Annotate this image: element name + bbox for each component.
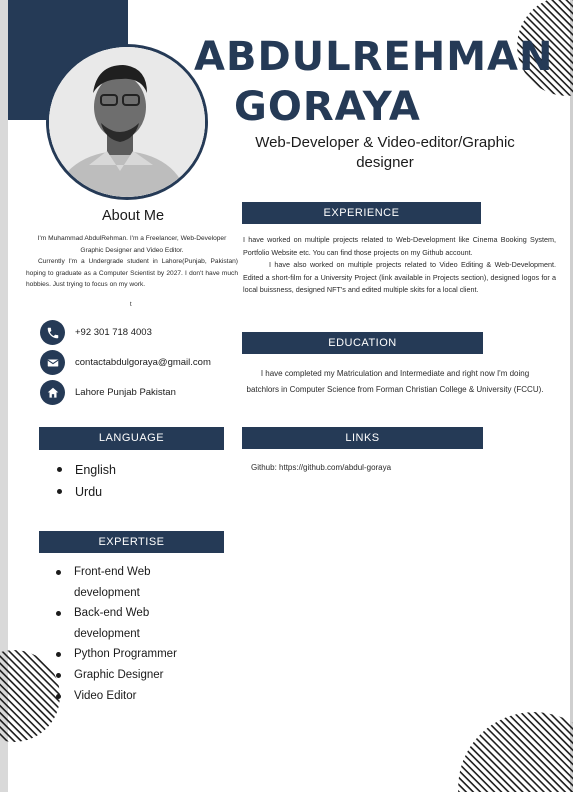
home-icon	[40, 380, 65, 405]
about-line-2: Currently I'm a Undergrade student in Lahore(Punjab, Pakistan) hoping to graduate as a Computer Scientist by 2027. I don't have much hobbies. Just trying to focus on my work.	[26, 258, 238, 289]
expertise-item: Back-end Web development	[54, 603, 178, 644]
expertise-item: Video Editor	[54, 686, 224, 707]
stripe-circle-bottom-right	[456, 710, 573, 792]
language-item: Urdu	[55, 481, 116, 503]
education-heading: EDUCATION	[242, 332, 483, 354]
contact-email[interactable]: contactabdulgoraya@gmail.com	[75, 357, 211, 368]
experience-heading: EXPERIENCE	[242, 202, 481, 224]
about-text	[26, 233, 238, 291]
contact-location-row	[40, 380, 176, 405]
expertise-item: Python Programmer	[54, 644, 224, 665]
name-first: ABDULREHMAN	[194, 34, 554, 80]
stripe-circle-bottom-left	[0, 648, 62, 748]
contact-email-row	[40, 350, 211, 375]
name-last: GORAYA	[234, 84, 421, 130]
expertise-list	[54, 562, 224, 706]
language-list	[55, 459, 116, 503]
about-heading: About Me	[101, 208, 165, 224]
github-link[interactable]: Github: https://github.com/abdul-goraya	[251, 463, 392, 472]
contact-phone-row	[40, 320, 152, 345]
experience-text	[243, 234, 556, 297]
job-title: Web-Developer & Video-editor/Graphic designer	[255, 134, 515, 171]
about-line-1: I'm Muhammad AbdulRehman. I'm a Freelancer, Web-Developer Graphic Designer and Video Editor.	[37, 235, 227, 254]
language-heading: LANGUAGE	[39, 427, 224, 450]
email-icon	[40, 350, 65, 375]
expertise-heading: EXPERTISE	[39, 531, 224, 553]
phone-icon	[40, 320, 65, 345]
links-heading: LINKS	[242, 427, 483, 449]
profile-photo	[46, 44, 208, 200]
contact-location: Lahore Punjab Pakistan	[75, 387, 176, 398]
expertise-item: Graphic Designer	[54, 665, 224, 686]
experience-paragraph-2: I have also worked on multiple projects related to Video Editing & Web-Development. Edited a short-film for a University Project (link available in Projects section), designed logos for a local buissness, designed NFT's and edited multiple skits for a local client.	[243, 260, 556, 295]
experience-paragraph-1: I have worked on multiple projects related to Web-Development like Cinema Booking System, Portfolio Website etc. You can find those projects on my Github account.	[243, 235, 556, 257]
education-text: I have completed my Matriculation and Intermediate and right now I'm doing batchlors in Computer Science from Forman Christian College & University (FCCU).	[246, 369, 544, 394]
expertise-item: Front-end Web development	[54, 562, 178, 603]
contact-phone: +92 301 718 4003	[75, 327, 152, 338]
stray-character: t	[130, 302, 132, 308]
language-item: English	[55, 459, 116, 481]
